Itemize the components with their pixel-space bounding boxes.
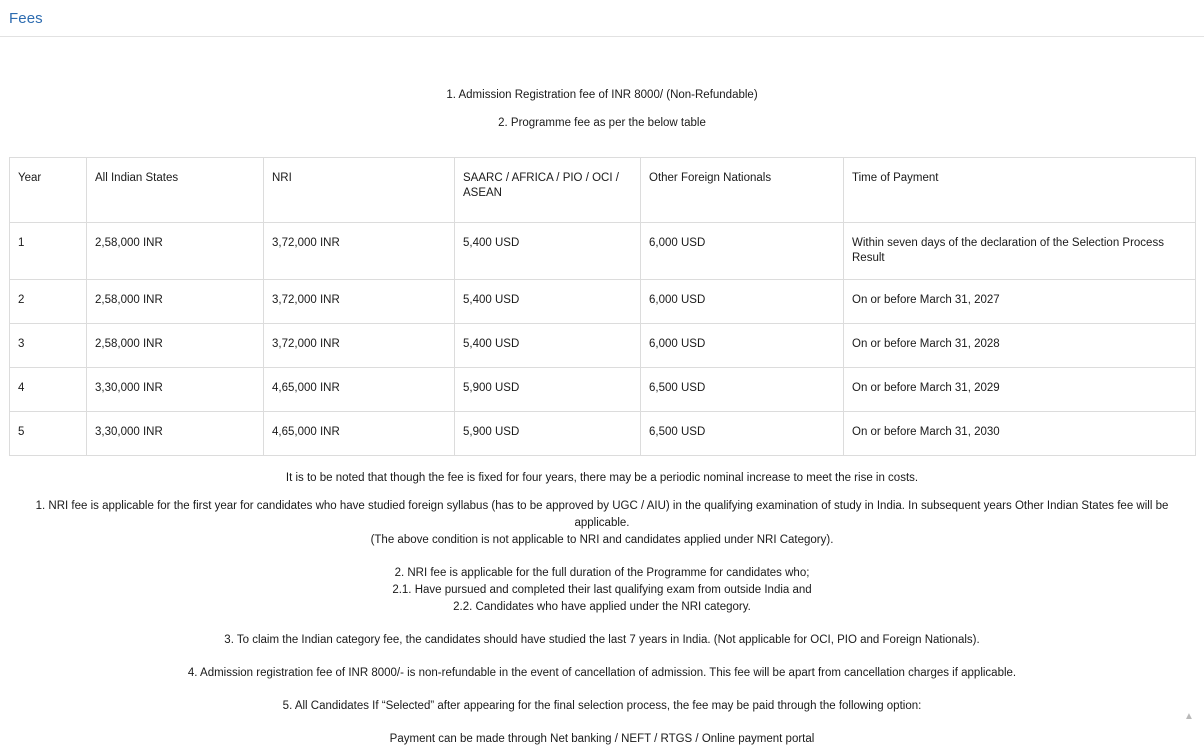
note-2-sub-2: 2.2. Candidates who have applied under the NRI category.	[453, 601, 751, 613]
cell-year: 4	[10, 368, 87, 412]
scroll-up-caret-icon[interactable]: ▲	[1184, 711, 1194, 722]
cell-all-indian-states: 2,58,000 INR	[87, 223, 264, 280]
note-1-sub: (The above condition is not applicable to NRI and candidates applied under NRI Category).	[370, 534, 834, 546]
cell-nri: 4,65,000 INR	[264, 412, 455, 456]
table-header-row	[10, 158, 1196, 223]
note-4: 4. Admission registration fee of INR 8000/- is non-refundable in the event of cancellation of admission. This fee will be apart from cancellation charges if applicable.	[187, 667, 1017, 679]
column-header-nri: NRI	[264, 158, 455, 223]
note-2	[9, 565, 1195, 616]
cell-all-indian-states: 2,58,000 INR	[87, 324, 264, 368]
cell-other-foreign-nationals: 6,500 USD	[641, 412, 844, 456]
cell-time-of-payment: Within seven days of the declaration of the Selection Process Result	[844, 223, 1196, 280]
table-row	[10, 368, 1196, 412]
note-payment-options: Payment can be made through Net banking / NEFT / RTGS / Online payment portal	[389, 733, 815, 745]
cell-other-foreign-nationals: 6,500 USD	[641, 368, 844, 412]
cell-nri: 3,72,000 INR	[264, 324, 455, 368]
cell-year: 3	[10, 324, 87, 368]
table-row	[10, 412, 1196, 456]
fees-table-container	[0, 157, 1204, 456]
fees-table-head	[10, 158, 1196, 223]
cell-nri: 3,72,000 INR	[264, 223, 455, 280]
notes-section	[0, 470, 1204, 748]
note-2-sub-1: 2.1. Have pursued and completed their last qualifying exam from outside India and	[392, 584, 812, 596]
cell-time-of-payment: On or before March 31, 2027	[844, 280, 1196, 324]
note-1	[9, 498, 1195, 549]
note-2-main: 2. NRI fee is applicable for the full duration of the Programme for candidates who;	[394, 567, 810, 579]
cell-year: 2	[10, 280, 87, 324]
note-1-main: 1. NRI fee is applicable for the first year for candidates who have studied foreign syllabus (has to be approved by UGC / AIU) in the qualifying examination of study in India. In subsequent years Other Indian States fee will be applicable.	[35, 500, 1169, 529]
cell-year: 1	[10, 223, 87, 280]
table-row	[10, 324, 1196, 368]
cell-year: 5	[10, 412, 87, 456]
column-header-all-indian-states: All Indian States	[87, 158, 264, 223]
cell-all-indian-states: 3,30,000 INR	[87, 368, 264, 412]
cell-time-of-payment: On or before March 31, 2028	[844, 324, 1196, 368]
cell-other-foreign-nationals: 6,000 USD	[641, 324, 844, 368]
fees-table-body	[10, 223, 1196, 456]
cell-nri: 4,65,000 INR	[264, 368, 455, 412]
page-title: Fees	[9, 9, 43, 27]
cell-saarc: 5,400 USD	[455, 223, 641, 280]
cell-time-of-payment: On or before March 31, 2029	[844, 368, 1196, 412]
column-header-time-of-payment: Time of Payment	[844, 158, 1196, 223]
page-header	[0, 0, 1204, 37]
note-periodic-increase: It is to be noted that though the fee is fixed for four years, there may be a periodic nominal increase to meet the rise in costs.	[285, 472, 919, 484]
note-5-main: 5. All Candidates If “Selected” after appearing for the final selection process, the fee may be paid through the following option:	[282, 700, 922, 712]
cell-nri: 3,72,000 INR	[264, 280, 455, 324]
fees-table	[9, 157, 1196, 456]
cell-time-of-payment: On or before March 31, 2030	[844, 412, 1196, 456]
cell-saarc: 5,900 USD	[455, 368, 641, 412]
table-row	[10, 223, 1196, 280]
cell-other-foreign-nationals: 6,000 USD	[641, 223, 844, 280]
column-header-saarc-africa-pio-oci-asean: SAARC / AFRICA / PIO / OCI / ASEAN	[455, 158, 641, 223]
column-header-year: Year	[10, 158, 87, 223]
note-3: 3. To claim the Indian category fee, the candidates should have studied the last 7 years in India. (Not applicable for OCI, PIO and Foreign Nationals).	[224, 634, 980, 646]
note-5	[9, 698, 1195, 715]
cell-saarc: 5,900 USD	[455, 412, 641, 456]
intro-line-programme-fee: 2. Programme fee as per the below table	[498, 117, 706, 129]
table-row	[10, 280, 1196, 324]
cell-other-foreign-nationals: 6,000 USD	[641, 280, 844, 324]
column-header-other-foreign-nationals: Other Foreign Nationals	[641, 158, 844, 223]
cell-all-indian-states: 3,30,000 INR	[87, 412, 264, 456]
intro-section	[0, 81, 1204, 137]
cell-all-indian-states: 2,58,000 INR	[87, 280, 264, 324]
cell-saarc: 5,400 USD	[455, 280, 641, 324]
intro-line-registration-fee: 1. Admission Registration fee of INR 8000/ (Non-Refundable)	[446, 89, 758, 101]
cell-saarc: 5,400 USD	[455, 324, 641, 368]
